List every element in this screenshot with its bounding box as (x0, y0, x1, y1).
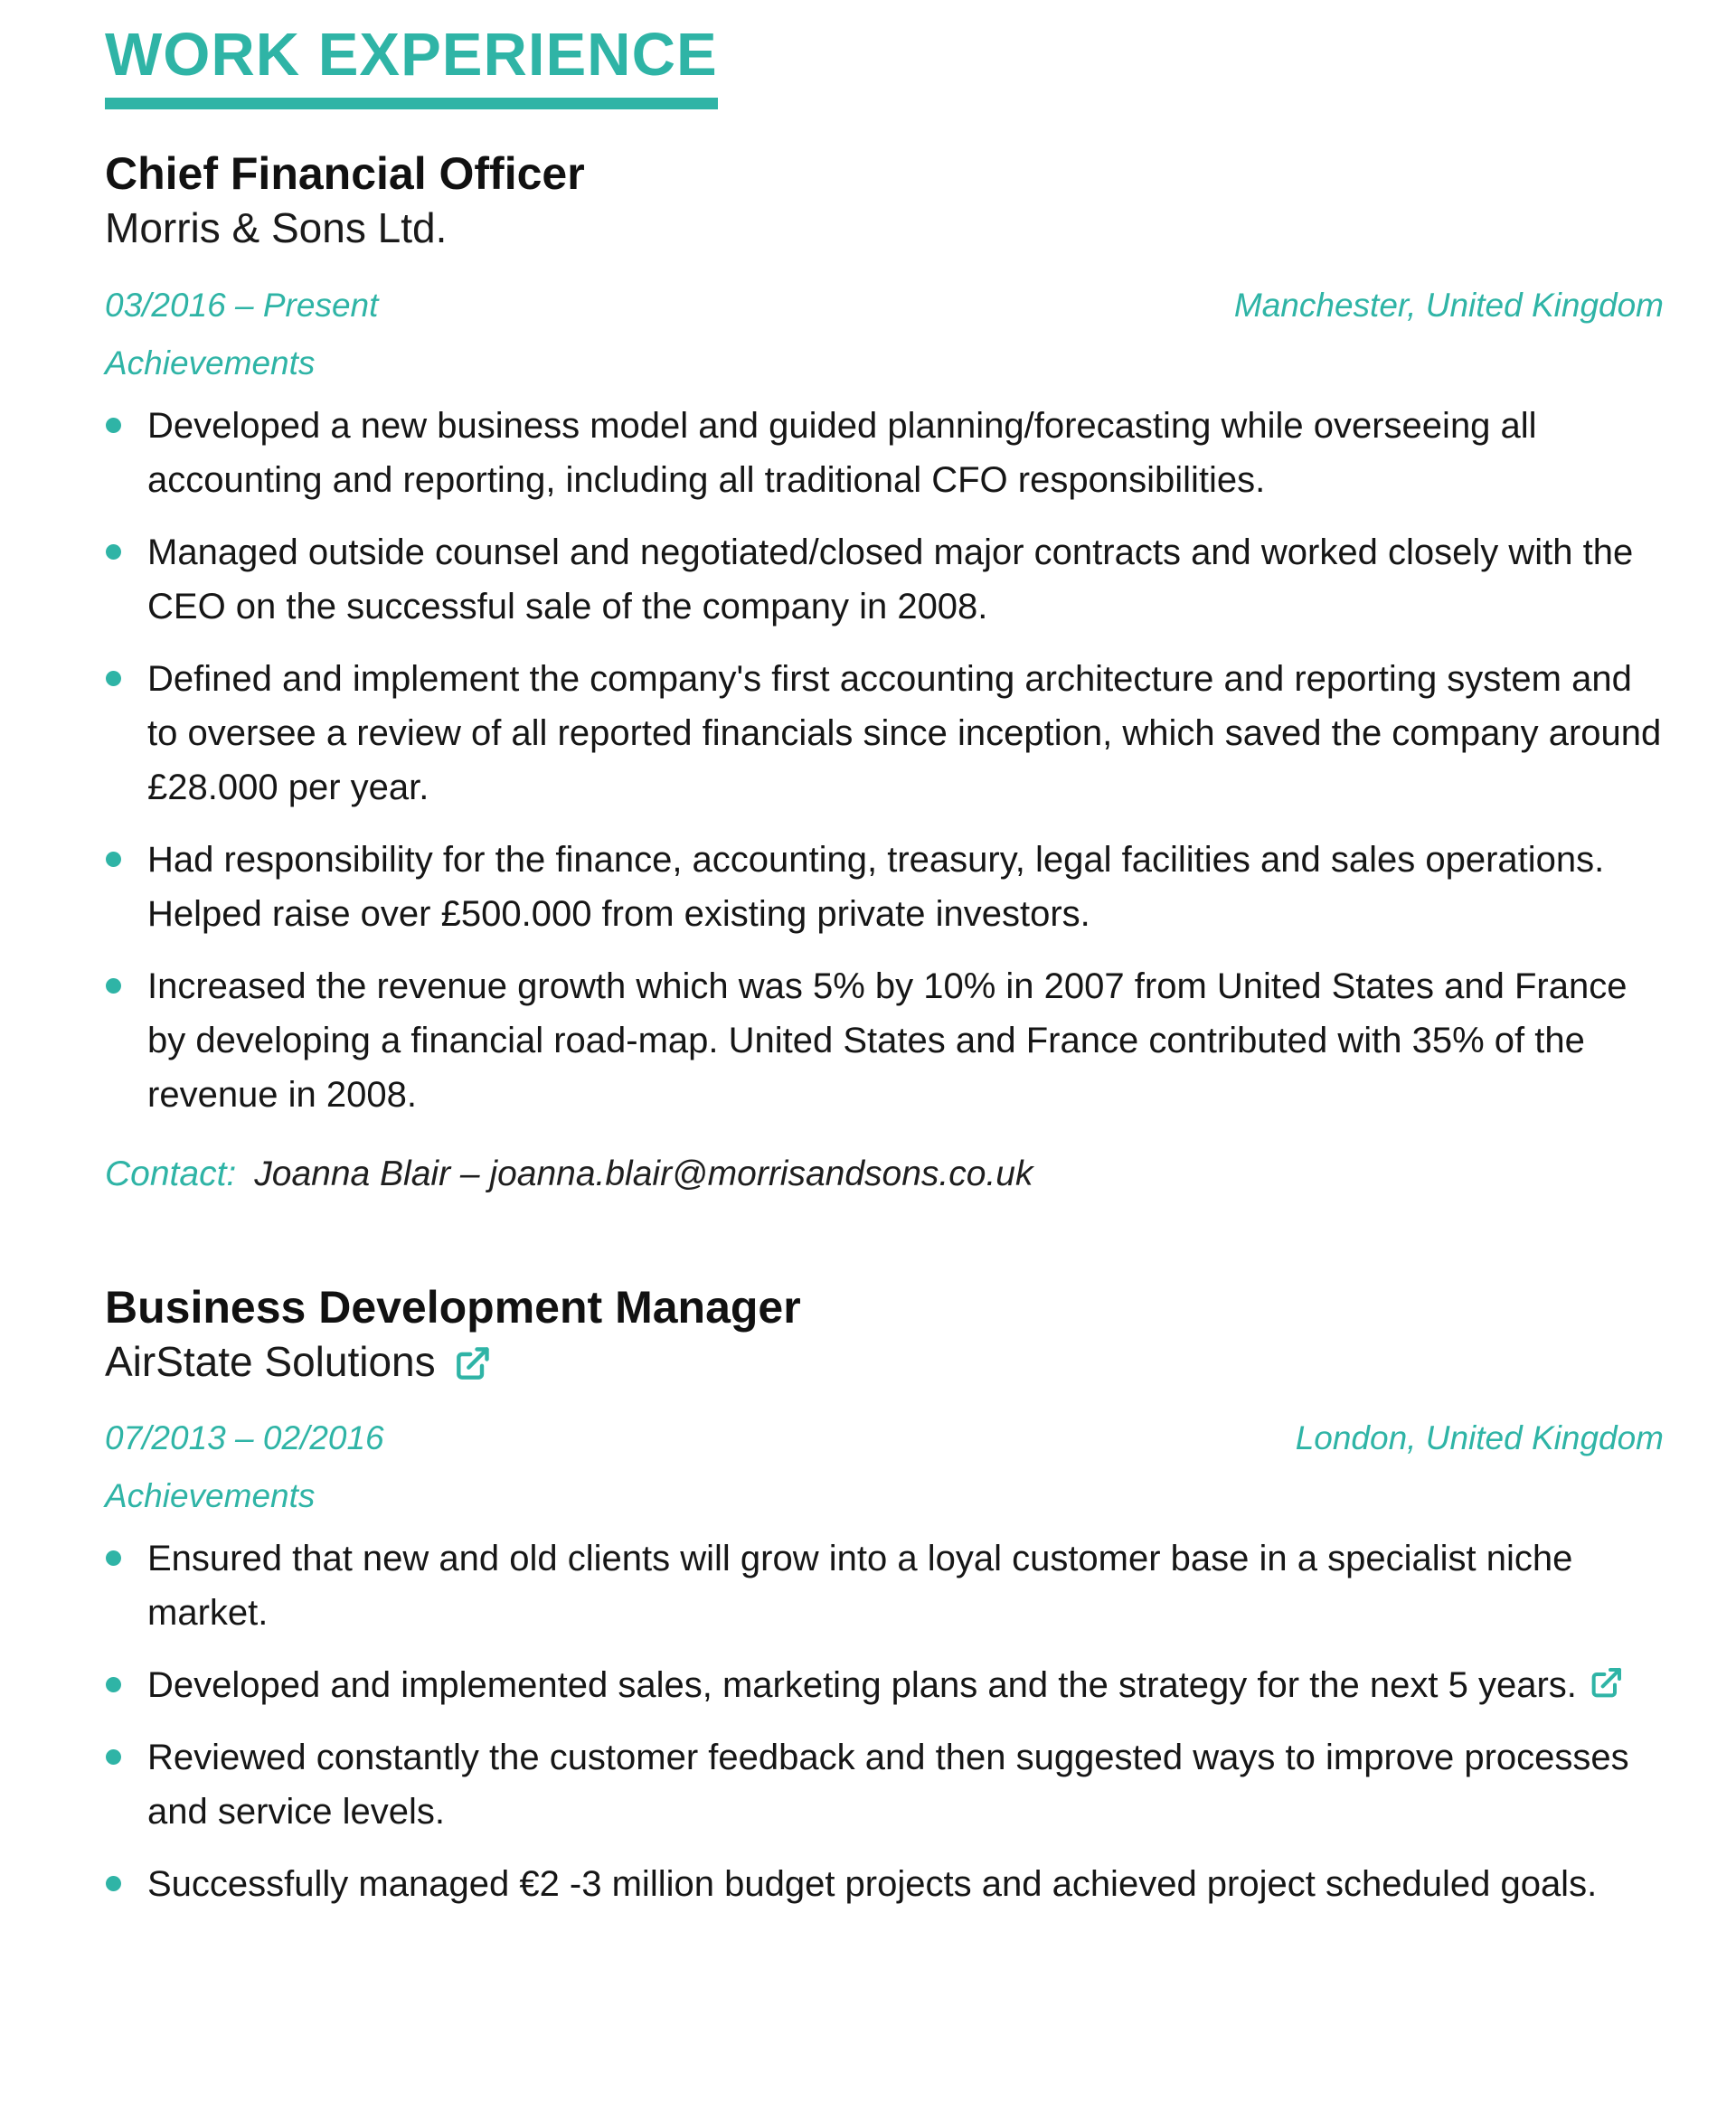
achievement-item (105, 1857, 1664, 1911)
achievement-text: Developed a new business model and guided planning/forecasting while overseeing all accounting and reporting, including all traditional CFO responsibilities. (147, 405, 1537, 500)
achievement-text: Had responsibility for the finance, accounting, treasury, legal facilities and sales operations. Helped raise over £500.000 from existing private investors. (147, 839, 1605, 934)
bullet-dot-icon (106, 1749, 121, 1765)
achievement-item (105, 833, 1664, 941)
work-experience-section (105, 21, 1664, 1911)
company-name: Morris & Sons Ltd. (105, 204, 448, 252)
achievement-item (105, 399, 1664, 507)
job-title: Chief Financial Officer (105, 148, 585, 200)
achievement-text: Developed and implemented sales, marketing plans and the strategy for the next 5 years. (147, 1664, 1577, 1705)
contact-value: Joanna Blair – joanna.blair@morrisandsons.co.uk (254, 1154, 1033, 1193)
achievement-list (105, 1531, 1664, 1911)
bullet-dot-icon (106, 418, 121, 433)
achievement-item (105, 525, 1664, 634)
bullet-dot-icon (106, 1550, 121, 1566)
achievement-text: Increased the revenue growth which was 5% by 10% in 2007 from United States and France by developing a financial road-map. United States and France contributed with 35% of the revenue in 2008. (147, 966, 1628, 1115)
achievement-item (105, 652, 1664, 815)
job-location: Manchester, United Kingdom (1233, 286, 1664, 324)
achievement-item (105, 959, 1664, 1122)
bullet-dot-icon (106, 1677, 121, 1692)
external-link-icon[interactable] (1588, 1665, 1624, 1701)
achievement-text: Defined and implement the company's first accounting architecture and reporting system and to oversee a review of all reported financials since inception, which saved the company around £28.000 per year. (147, 658, 1662, 807)
achievements-label: Achievements (105, 1476, 316, 1514)
job-title: Business Development Manager (105, 1281, 801, 1333)
achievement-item (105, 1658, 1664, 1712)
bullet-dot-icon (106, 1876, 121, 1891)
achievement-text: Managed outside counsel and negotiated/closed major contracts and worked closely with the CEO on the successful sale of the company in 2008. (147, 532, 1634, 627)
contact-line (105, 1154, 1664, 1194)
bullet-dot-icon (106, 852, 121, 867)
section-title: WORK EXPERIENCE (105, 24, 718, 109)
bullet-dot-icon (106, 544, 121, 560)
job-dates: 03/2016 – Present (105, 286, 379, 324)
company-row (105, 203, 1664, 253)
achievement-text: Reviewed constantly the customer feedback and then suggested ways to improve processes and service levels. (147, 1737, 1629, 1832)
achievement-item (105, 1730, 1664, 1839)
achievement-list (105, 399, 1664, 1122)
achievement-text: Successfully managed €2 -3 million budget projects and achieved project scheduled goals. (147, 1863, 1598, 1904)
job-meta-row (105, 1419, 1664, 1457)
external-link-icon[interactable] (452, 1339, 492, 1384)
bullet-dot-icon (106, 978, 121, 994)
resume-page (105, 21, 1664, 1911)
bullet-dot-icon (106, 671, 121, 686)
company-row (105, 1337, 1664, 1387)
job-dates: 07/2013 – 02/2016 (105, 1418, 384, 1456)
contact-label: Contact: (105, 1154, 237, 1193)
achievement-item (105, 1531, 1664, 1640)
job-location: London, United Kingdom (1295, 1418, 1664, 1456)
job-entry-0 (105, 147, 1664, 1193)
achievements-label: Achievements (105, 344, 316, 382)
company-name: AirState Solutions (105, 1337, 436, 1385)
job-meta-row (105, 287, 1664, 325)
job-entry-1 (105, 1281, 1664, 1911)
achievement-text: Ensured that new and old clients will grow into a loyal customer base in a specialist niche market. (147, 1538, 1573, 1633)
